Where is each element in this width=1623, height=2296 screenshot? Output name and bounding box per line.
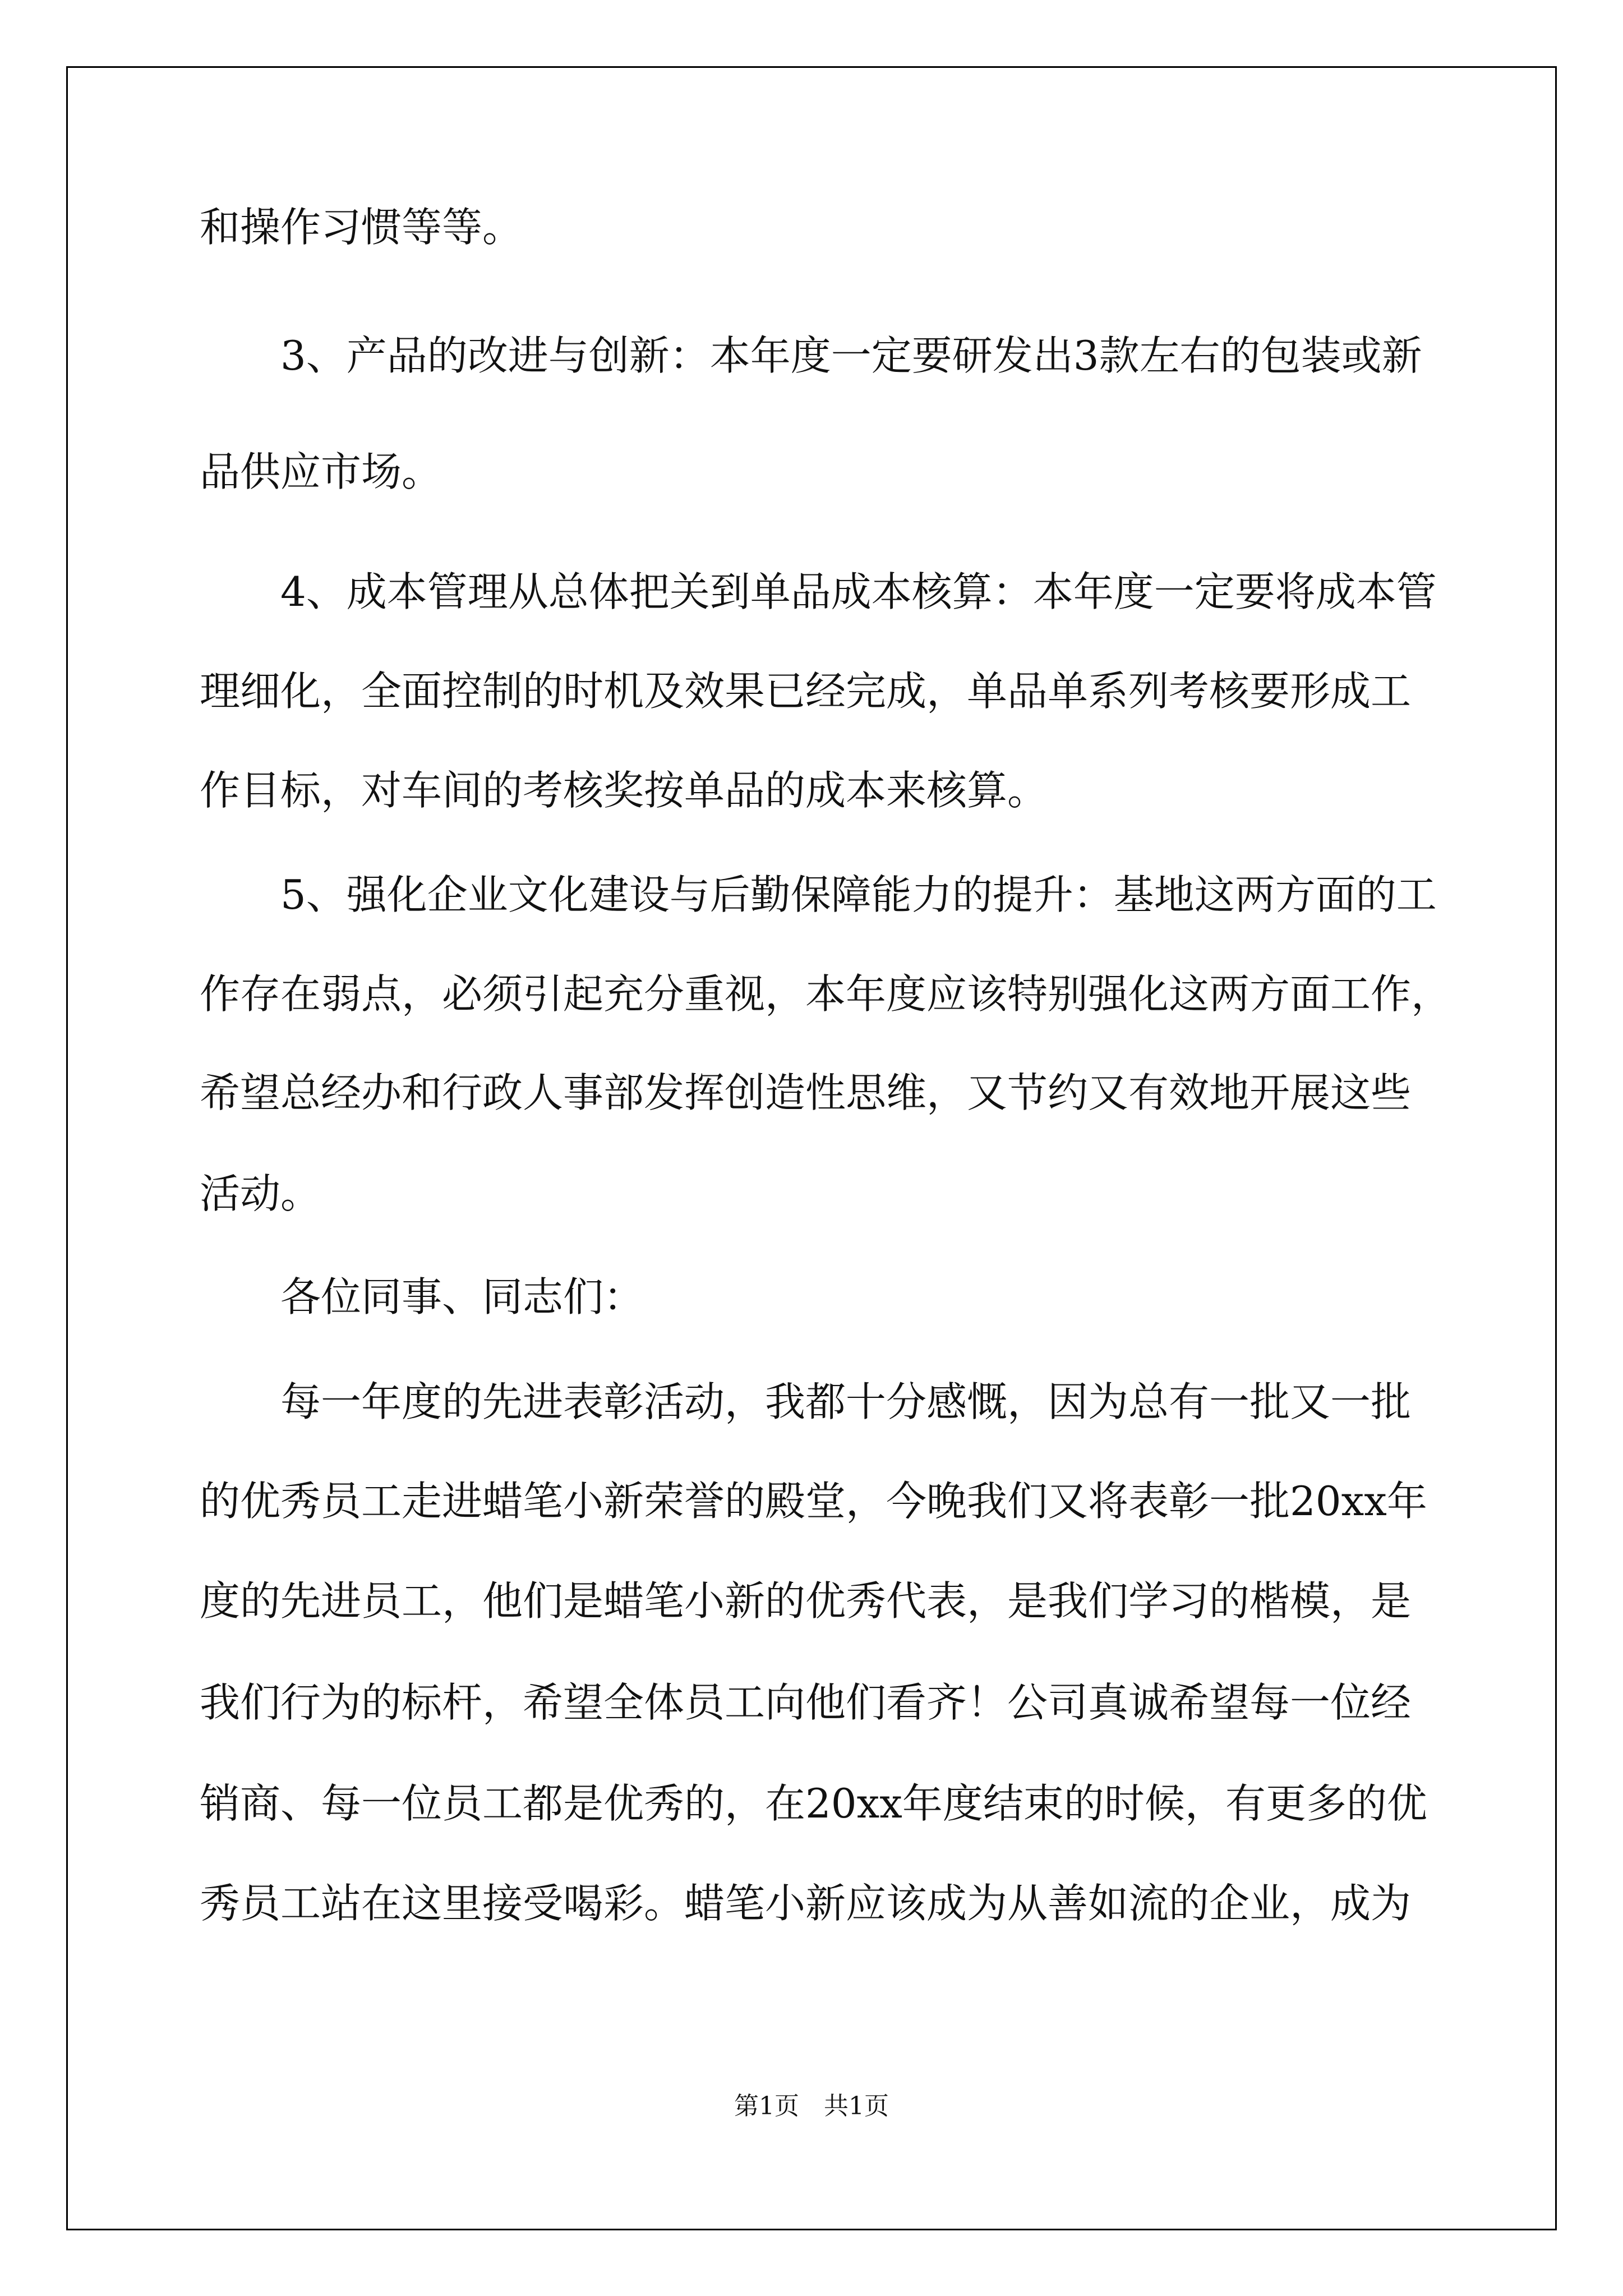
text-line: 品供应市场。 bbox=[200, 448, 442, 495]
text-line: 5、强化企业文化建设与后勤保障能力的提升：基地这两方面的工 bbox=[200, 871, 1437, 918]
text-line: 的优秀员工走进蜡笔小新荣誉的殿堂，今晚我们又将表彰一批20xx年 bbox=[200, 1478, 1427, 1525]
text-line: 作存在弱点，必须引起充分重视，本年度应该特别强化这两方面工作， bbox=[200, 970, 1452, 1018]
text-line: 销商、每一位员工都是优秀的，在20xx年度结束的时候，有更多的优 bbox=[200, 1780, 1427, 1827]
text-line: 各位同事、同志们： bbox=[200, 1273, 644, 1320]
page-footer: 第1页 共1页 bbox=[734, 2092, 889, 2120]
text-line: 我们行为的标杆，希望全体员工向他们看齐！公司真诚希望每一位经 bbox=[200, 1679, 1412, 1726]
text-line: 4、成本管理从总体把关到单品成本核算：本年度一定要将成本管 bbox=[200, 568, 1437, 615]
text-line: 活动。 bbox=[200, 1170, 321, 1217]
text-line: 和操作习惯等等。 bbox=[200, 204, 523, 251]
text-line: 3、产品的改进与创新：本年度一定要研发出3款左右的包装或新 bbox=[200, 332, 1422, 379]
text-line: 每一年度的先进表彰活动，我都十分感慨，因为总有一批又一批 bbox=[200, 1378, 1412, 1425]
text-line: 希望总经办和行政人事部发挥创造性思维，又节约又有效地开展这些 bbox=[200, 1069, 1412, 1116]
text-line: 作目标，对车间的考核奖按单品的成本来核算。 bbox=[200, 767, 1048, 814]
text-line: 度的先进员工，他们是蜡笔小新的优秀代表，是我们学习的楷模，是 bbox=[200, 1577, 1412, 1625]
text-line: 秀员工站在这里接受喝彩。蜡笔小新应该成为从善如流的企业，成为 bbox=[200, 1880, 1412, 1927]
text-line: 理细化，全面控制的时机及效果已经完成，单品单系列考核要形成工 bbox=[200, 668, 1412, 715]
